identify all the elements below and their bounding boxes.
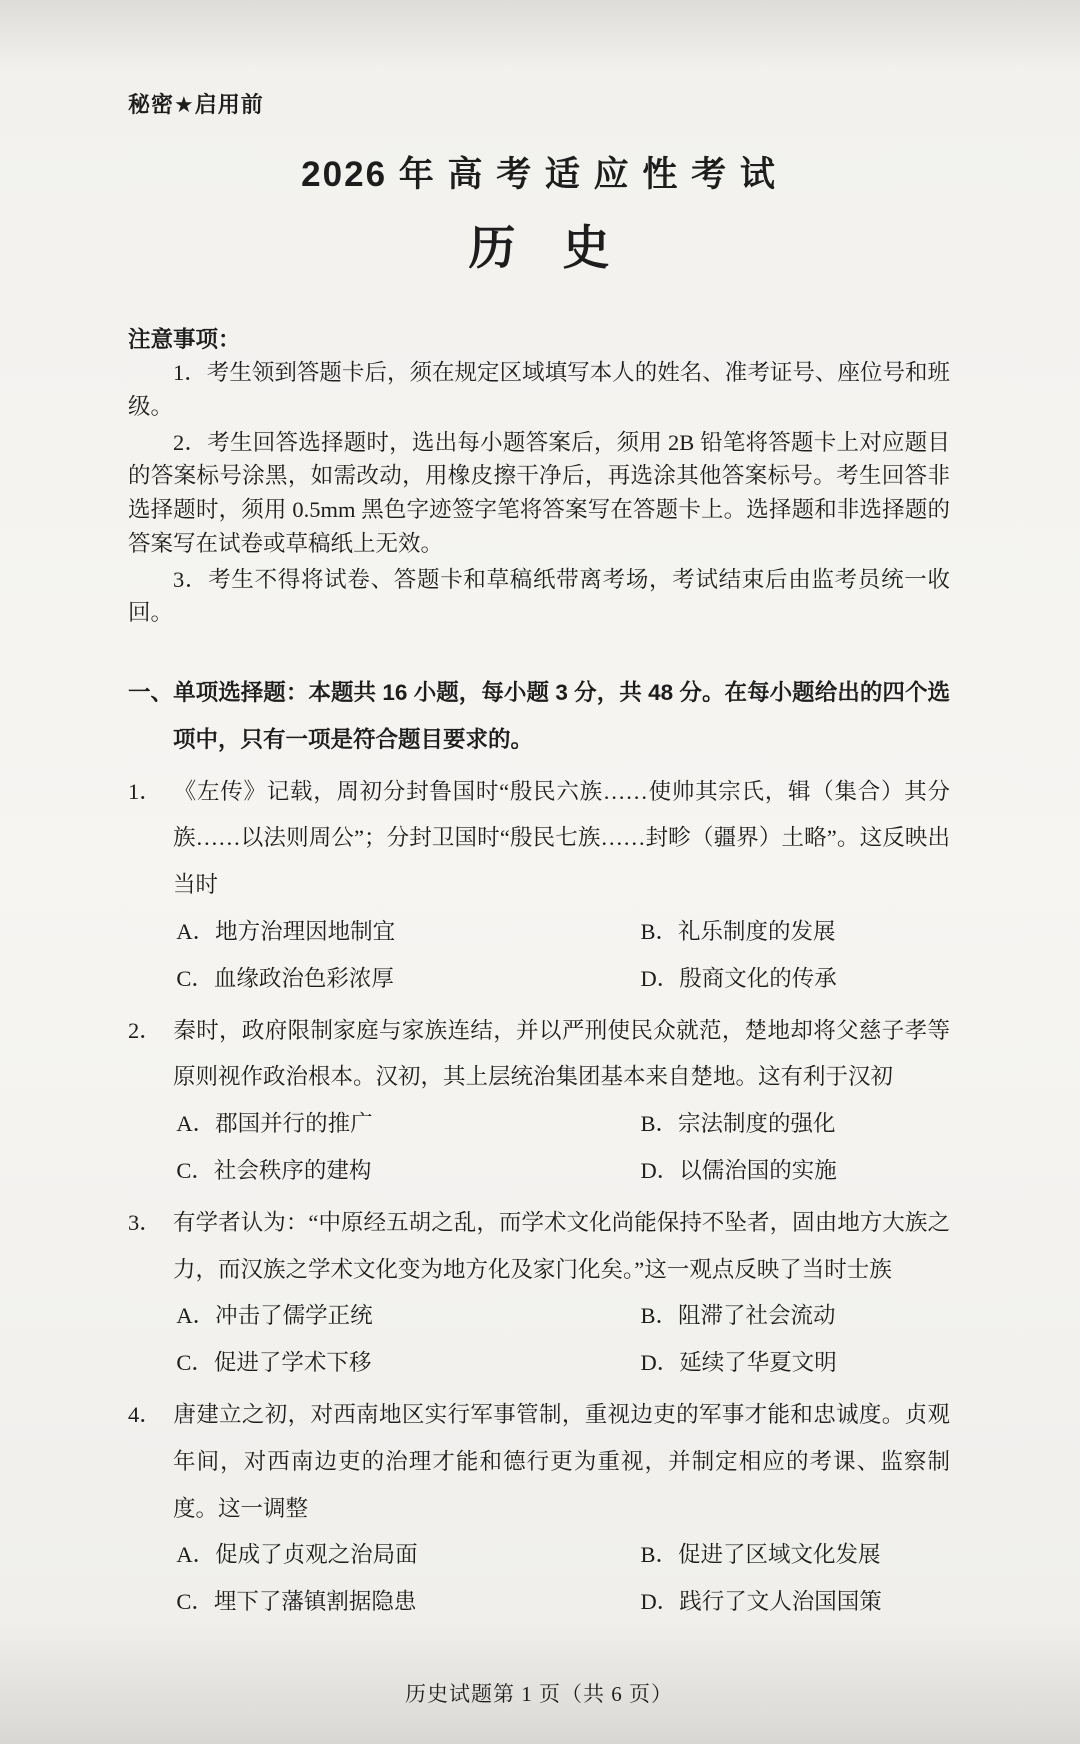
question-4-option-a: A．促成了贞观之治局面 (176, 1542, 418, 1568)
question-1-stem (128, 769, 950, 909)
question-4-options (128, 1532, 950, 1626)
note-item-1: 1．考生领到答题卡后，须在规定区域填写本人的姓名、准考证号、座位号和班级。 (128, 360, 950, 419)
question-4-option-c: C．埋下了藩镇割据隐患 (176, 1589, 417, 1615)
section-heading: 一、单项选择题：本题共 16 小题，每小题 3 分，共 48 分。在每小题给出的四个选项中，只有一项是符合题目要求的。 (128, 680, 950, 752)
question-3-option-d: D．延续了华夏文明 (640, 1350, 837, 1376)
question-4-option-d: D．践行了文人治国国策 (640, 1589, 882, 1615)
question-3 (128, 1200, 950, 1387)
question-1-number: 1． (128, 778, 162, 804)
question-2-text: 秦时，政府限制家庭与家族连结，并以严刑使民众就范，楚地却将父慈子孝等原则视作政治根本。汉初，其上层统治集团基本来自楚地。这有利于汉初 (173, 1017, 950, 1090)
note-item-2: 2．考生回答选择题时，选出每小题答案后，须用 2B 铅笔将答题卡上对应题目的答案标号涂黑，如需改动，用橡皮擦干净后，再选涂其他答案标号。考生回答非选择题时，须用 0.5mm 黑色字迹签字笔将答案写在答题卡上。选择题和非选择题的答案写在试卷或草稿纸上无效。 (128, 429, 950, 556)
question-2-option-c: C．社会秩序的建构 (176, 1157, 372, 1183)
question-3-option-b: B．阻滞了社会流动 (640, 1303, 836, 1329)
question-3-options (128, 1293, 950, 1387)
question-1 (128, 769, 950, 1003)
question-4-text: 唐建立之初，对西南地区实行军事管制，重视边吏的军事才能和忠诚度。贞观年间，对西南边吏的治理才能和德行更为重视，并制定相应的考课、监察制度。这一调整 (173, 1401, 950, 1521)
question-2 (128, 1008, 950, 1195)
question-1-option-b: B．礼乐制度的发展 (640, 918, 836, 944)
question-3-option-a: A．冲击了儒学正统 (176, 1303, 373, 1329)
question-4 (128, 1392, 950, 1626)
question-4-number: 4． (128, 1401, 162, 1427)
classification-label: 秘密★启用前 (128, 92, 264, 117)
question-2-stem (128, 1008, 950, 1102)
exam-title: 2026 年 高 考 适 应 性 考 试 (301, 155, 777, 194)
question-4-option-b: B．促进了区域文化发展 (640, 1542, 881, 1568)
question-3-number: 3． (128, 1209, 162, 1235)
notes-heading: 注意事项： (128, 327, 241, 352)
question-3-text: 有学者认为：“中原经五胡之乱，而学术文化尚能保持不坠者，固由地方大族之力，而汉族之学术文化变为地方化及家门化矣。”这一观点反映了当时士族 (173, 1209, 950, 1282)
subject-title: 历 史 (468, 221, 610, 274)
question-3-option-c: C．促进了学术下移 (176, 1350, 372, 1376)
question-1-options (128, 909, 950, 1003)
question-1-option-d: D．殷商文化的传承 (640, 965, 837, 991)
question-3-stem (128, 1200, 950, 1294)
question-2-number: 2． (128, 1017, 162, 1043)
question-2-option-b: B．宗法制度的强化 (640, 1111, 836, 1137)
note-item-3: 3．考生不得将试卷、答题卡和草稿纸带离考场，考试结束后由监考员统一收回。 (128, 566, 950, 626)
question-1-text: 《左传》记载，周初分封鲁国时“殷民六族……使帅其宗氏，辑（集合）其分族……以法则周公”；分封卫国时“殷民七族……封畛（疆界）土略”。这反映出当时 (173, 778, 950, 898)
question-1-option-a: A．地方治理因地制宜 (176, 918, 396, 944)
question-1-option-c: C．血缘政治色彩浓厚 (176, 965, 394, 991)
question-2-options (128, 1101, 950, 1195)
question-2-option-a: A．郡国并行的推广 (176, 1111, 373, 1137)
question-4-stem (128, 1392, 950, 1532)
question-2-option-d: D．以儒治国的实施 (640, 1157, 837, 1183)
page-footer: 历史试题第 1 页（共 6 页） (405, 1681, 673, 1706)
